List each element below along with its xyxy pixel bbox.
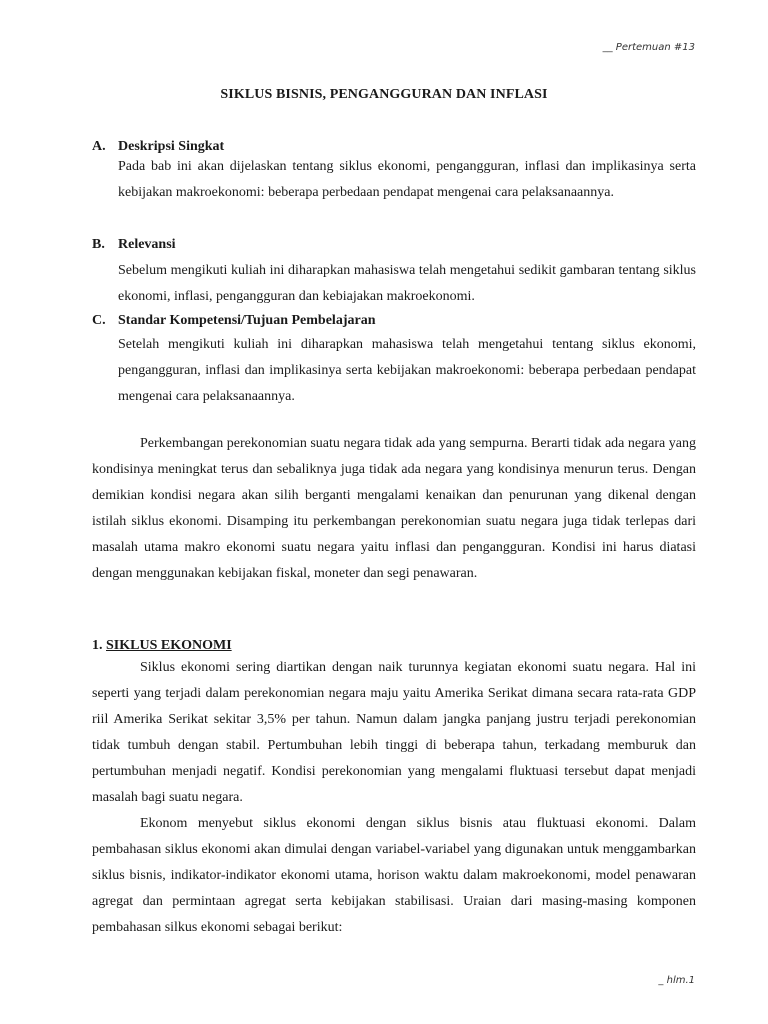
document-title: SIKLUS BISNIS, PENGANGGURAN DAN INFLASI <box>220 87 548 102</box>
intro-paragraph <box>92 431 696 587</box>
page-number: _ hlm.1 <box>658 975 695 986</box>
section-body-c <box>118 332 696 410</box>
section-body-a <box>118 154 696 206</box>
paragraph-text: Ekonom menyebut siklus ekonomi dengan siklus bisnis atau fluktuasi ekonomi. Dalam pembahasan siklus ekonomi akan dimulai dengan variabel-variabel yang digunakan untuk menggambarkan siklus bisnis, indikator-indikator ekonomi utama, horison waktu dalam makroekonomi, model penawaran agregat dan permintaan agregat serta kebijakan stabilisasi. Uraian dari masing-masing komponen pembahasan silkus ekonomi sebagai berikut: <box>92 816 696 935</box>
section-text: Pada bab ini akan dijelaskan tentang siklus ekonomi, pengangguran, inflasi dan implikasinya serta kebijakan makroekonomi: beberapa perbedaan pendapat mengenai cara pelaksanaannya. <box>118 159 696 200</box>
chapter-title: SIKLUS EKONOMI <box>106 638 232 653</box>
section-title: Standar Kompetensi/Tujuan Pembelajaran <box>118 313 376 328</box>
section-title: Deskripsi Singkat <box>118 139 225 154</box>
section-body-b <box>118 258 696 310</box>
section-title: Relevansi <box>118 237 176 252</box>
section-heading-b <box>92 235 176 255</box>
chapter-paragraph-2 <box>92 811 696 941</box>
section-text: Sebelum mengikuti kuliah ini diharapkan mahasiswa telah mengetahui sedikit gambaran tentang siklus ekonomi, inflasi, pengangguran dan kebiajakan makroekonomi. <box>118 263 696 304</box>
chapter-paragraph-1 <box>92 655 696 811</box>
paragraph-text: Perkembangan perekonomian suatu negara tidak ada yang sempurna. Berarti tidak ada negara yang kondisinya meningkat terus dan sebaliknya juga tidak ada negara yang kondisinya menurun terus. Dengan demikian kondisi negara akan silih berganti mengalami kenaikan dan penurunan yang dikenal dengan istilah siklus ekonomi. Disamping itu perkembangan perekonomian suatu negara juga tidak terlepas dari masalah utama makro ekonomi suatu negara yaitu inflasi dan pengangguran. Kondisi ini harus diatasi dengan menggunakan kebijakan fiskal, moneter dan segi penawaran. <box>92 436 696 581</box>
section-heading-c <box>92 311 375 331</box>
chapter-heading <box>92 636 232 656</box>
section-letter: B. <box>92 237 105 252</box>
section-text: Setelah mengikuti kuliah ini diharapkan mahasiswa telah mengetahui tentang siklus ekonomi, pengangguran, inflasi dan implikasinya serta kebijakan makroekonomi: beberapa perbedaan pendapat mengenai cara pelaksanaannya. <box>118 337 696 404</box>
section-letter: A. <box>92 139 106 154</box>
paragraph-text: Siklus ekonomi sering diartikan dengan naik turunnya kegiatan ekonomi suatu negara. Hal ini seperti yang terjadi dalam perekonomian negara maju yaitu Amerika Serikat dimana secara rata-rata GDP riil Amerika Serikat sekitar 3,5% per tahun. Namun dalam jangka panjang justru terjadi perekonomian tidak tumbuh dengan stabil. Pertumbuhan lebih tinggi di beberapa tahun, terkadang memburuk dan pertumbuhan menjadi negatif. Kondisi perekonomian yang mengalami fluktuasi tersebut dapat menjadi masalah bagi suatu negara. <box>92 660 696 805</box>
section-letter: C. <box>92 313 106 328</box>
chapter-number: 1. <box>92 638 103 653</box>
page-header: __ Pertemuan #13 <box>602 42 695 53</box>
